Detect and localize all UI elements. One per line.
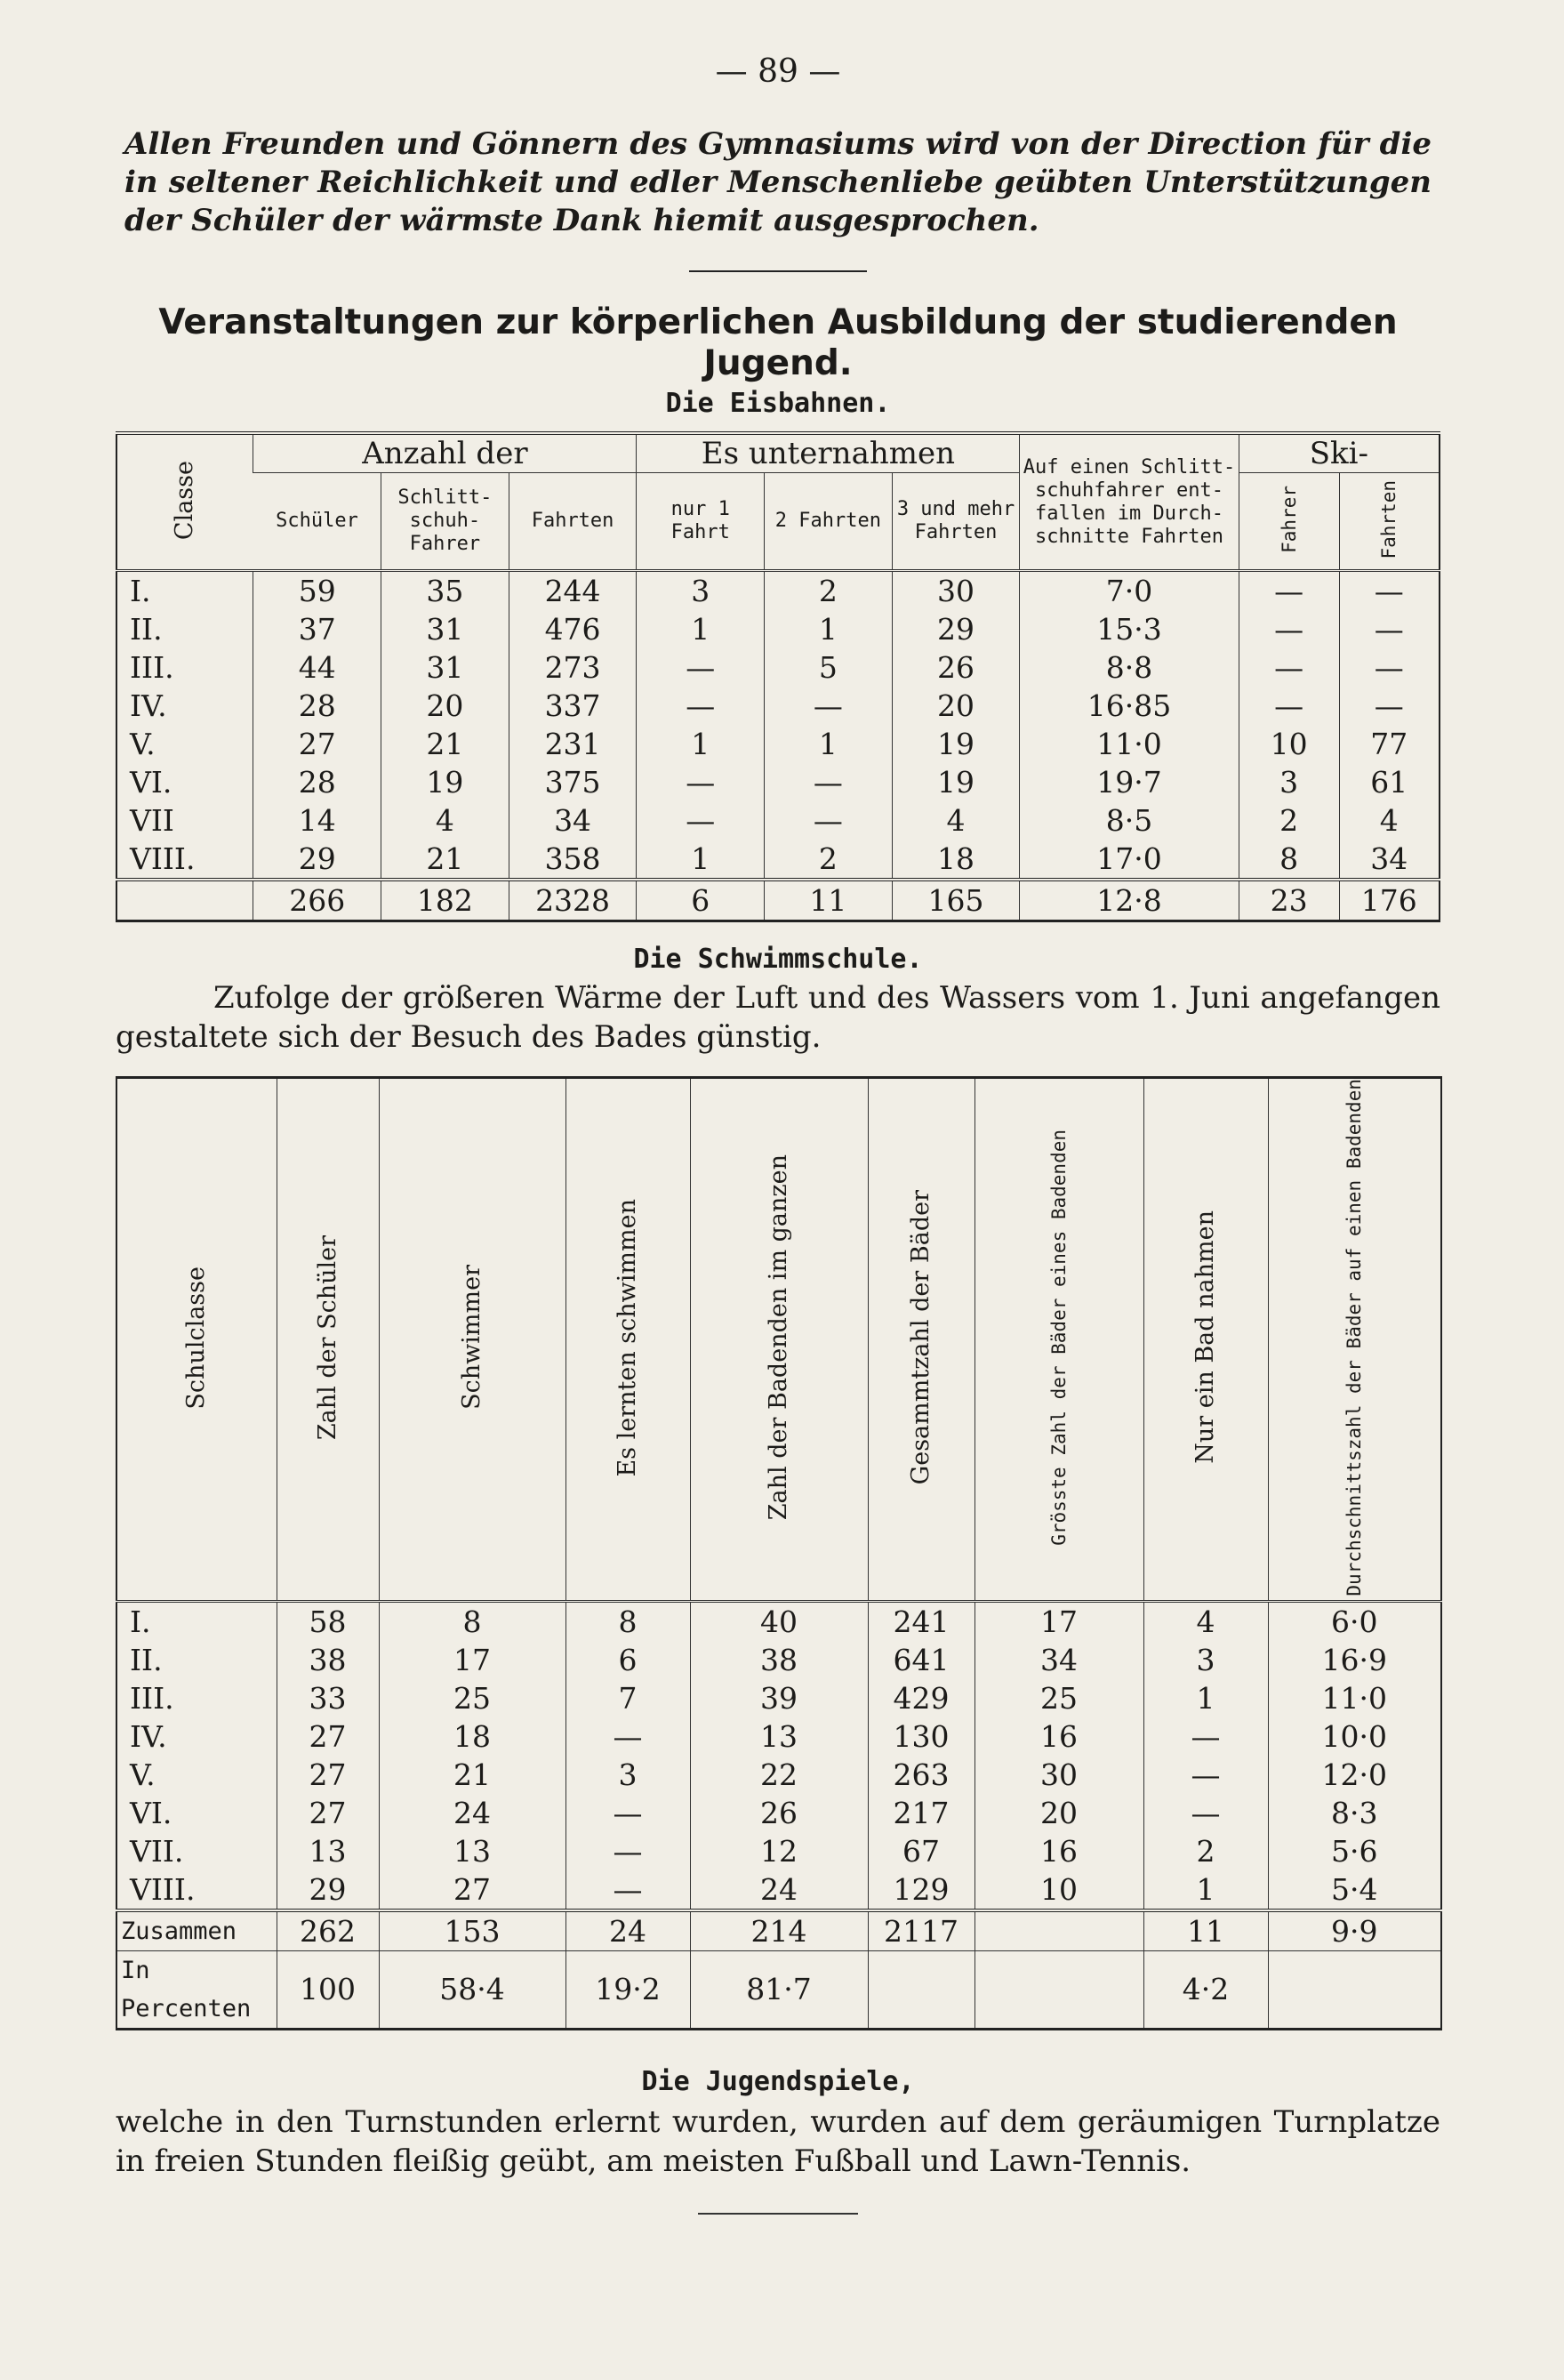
table-cell: VII.	[130, 1833, 184, 1869]
header-schueler: Schüler	[253, 473, 381, 571]
table-cell: 16	[974, 1717, 1143, 1756]
total-cell	[116, 880, 253, 921]
table-row	[116, 801, 1440, 840]
table-cell: 476	[509, 610, 637, 648]
table-cell: 5·6	[1268, 1832, 1441, 1870]
table-cell: —	[1239, 648, 1339, 687]
total-cell: 165	[892, 880, 1020, 921]
swim-heading: Die Schwimmschule.	[633, 944, 923, 975]
table-cell: —	[565, 1832, 690, 1870]
table-cell: 15·3	[1020, 610, 1239, 648]
table-row	[116, 1641, 1441, 1679]
table-cell	[1268, 1950, 1441, 2029]
table-cell: 29	[253, 840, 381, 880]
table-cell: 8·3	[1268, 1794, 1441, 1832]
table-cell: —	[637, 648, 765, 687]
table-cell: 10·0	[1268, 1717, 1441, 1756]
games-heading: Die Jugendspiele,	[641, 2065, 915, 2097]
table-cell: 58	[277, 1601, 379, 1641]
table-cell: 11·0	[1020, 725, 1239, 763]
table-cell: 25	[974, 1679, 1143, 1717]
header-ski-fahrer: Fahrer	[1239, 473, 1339, 571]
table-cell: 59	[253, 571, 381, 611]
table-cell: 18	[892, 840, 1020, 880]
table-cell: 9·9	[1268, 1910, 1441, 1951]
row-label: Zusammen	[116, 1910, 277, 1951]
table-cell: 27	[253, 725, 381, 763]
table-cell: —	[765, 801, 893, 840]
table-cell: 241	[868, 1601, 974, 1641]
table-cell: 26	[892, 648, 1020, 687]
header-badenden: Zahl der Badenden im ganzen	[690, 1078, 868, 1602]
table-cell: 24	[690, 1870, 868, 1910]
table-row	[116, 648, 1440, 687]
table-cell: 6	[565, 1641, 690, 1679]
table-row	[116, 725, 1440, 763]
table-cell: 16	[974, 1832, 1143, 1870]
header-es-lernten: Es lernten schwimmen	[565, 1078, 690, 1602]
table-cell: 40	[690, 1601, 868, 1641]
total-row	[116, 1910, 1441, 1951]
table-cell: 13	[379, 1832, 565, 1870]
table-cell: —	[1339, 687, 1440, 725]
table-cell: 37	[253, 610, 381, 648]
table-cell: 262	[277, 1910, 379, 1951]
table-cell: —	[565, 1717, 690, 1756]
table-cell: 19·2	[565, 1950, 690, 2029]
table-cell: 27	[277, 1794, 379, 1832]
table-cell: 337	[509, 687, 637, 725]
table-cell: —	[565, 1870, 690, 1910]
table-cell: IV.	[130, 688, 167, 723]
table-cell: 2	[1143, 1832, 1268, 1870]
header-fahrten: Fahrten	[509, 473, 637, 571]
table-cell: II.	[130, 1642, 163, 1677]
total-cell: 266	[253, 880, 381, 921]
table-cell: 5	[765, 648, 893, 687]
table-cell: 12·0	[1268, 1756, 1441, 1794]
table-cell: 8	[565, 1601, 690, 1641]
table-cell: 19·7	[1020, 763, 1239, 801]
table-cell: 16·85	[1020, 687, 1239, 725]
table-cell: 429	[868, 1679, 974, 1717]
header-3-fahrten: 3 und mehr Fahrten	[892, 473, 1020, 571]
table-cell: 19	[892, 763, 1020, 801]
table-cell: —	[1239, 687, 1339, 725]
table-cell: IV.	[130, 1718, 167, 1754]
table-cell: 3	[1143, 1641, 1268, 1679]
table-cell: 3	[637, 571, 765, 611]
header-avg: Auf einen Schlitt-schuhfahrer ent-fallen im Durch-schnitte Fahrten	[1020, 433, 1239, 571]
table-cell: 100	[277, 1950, 379, 2029]
total-row	[116, 880, 1440, 921]
table-cell: 44	[253, 648, 381, 687]
table-cell: 6·0	[1268, 1601, 1441, 1641]
games-text: welche in den Turnstunden erlernt wurden, wurden auf dem geräumigen Turnplatze in freien Stunden fleißig geübt, am meisten Fußball und Lawn-Tennis.	[116, 2103, 1440, 2179]
table-cell: —	[565, 1794, 690, 1832]
table-cell: 35	[381, 571, 509, 611]
table-cell: 1	[765, 725, 893, 763]
table-cell: —	[1339, 610, 1440, 648]
table-cell: 29	[892, 610, 1020, 648]
table-cell	[974, 1910, 1143, 1951]
divider	[689, 270, 867, 272]
ice-heading: Die Eisbahnen.	[665, 388, 891, 419]
header-ski-fahrten: Fahrten	[1339, 473, 1440, 571]
header-anzahl: Anzahl der	[253, 433, 637, 473]
total-cell: 2328	[509, 880, 637, 921]
header-classe: Classe	[116, 433, 253, 571]
table-cell: —	[1339, 571, 1440, 611]
table-cell: 130	[868, 1717, 974, 1756]
table-cell: 33	[277, 1679, 379, 1717]
table-cell: 29	[277, 1870, 379, 1910]
table-cell: 153	[379, 1910, 565, 1951]
table-row	[116, 1870, 1441, 1910]
table-cell: 8·8	[1020, 648, 1239, 687]
swim-intro: Zufolge der größeren Wärme der Luft und des Wassers vom 1. Juni angefangen gestaltete sich der Besuch des Bades günstig.	[116, 980, 1440, 1055]
table-cell: 14	[253, 801, 381, 840]
table-cell: 25	[379, 1679, 565, 1717]
table-cell: 8	[1239, 840, 1339, 880]
row-label: In Percenten	[116, 1950, 277, 2029]
table-row	[116, 1794, 1441, 1832]
table-cell: 19	[892, 725, 1020, 763]
table-row	[116, 1679, 1441, 1717]
table-cell: 58·4	[379, 1950, 565, 2029]
table-cell: —	[637, 687, 765, 725]
table-cell: 26	[690, 1794, 868, 1832]
table-cell: 17	[379, 1641, 565, 1679]
table-cell: 34	[1339, 840, 1440, 880]
table-cell: 129	[868, 1870, 974, 1910]
header-ski: Ski-	[1239, 433, 1440, 473]
table-cell: VIII.	[130, 1871, 196, 1907]
table-cell: 22	[690, 1756, 868, 1794]
table-cell: I.	[130, 1604, 151, 1639]
table-cell: 19	[381, 763, 509, 801]
table-cell: 39	[690, 1679, 868, 1717]
table-cell: 11	[1143, 1910, 1268, 1951]
header-nur-ein-bad: Nur ein Bad nahmen	[1143, 1078, 1268, 1602]
page	[116, 53, 1440, 2215]
table-cell: 24	[565, 1910, 690, 1951]
table-cell: 21	[381, 840, 509, 880]
table-cell: VIII.	[130, 841, 196, 876]
table-cell: 3	[1239, 763, 1339, 801]
table-cell: 13	[277, 1832, 379, 1870]
table-cell: —	[1143, 1756, 1268, 1794]
table-cell: —	[1339, 648, 1440, 687]
table-cell: 8·5	[1020, 801, 1239, 840]
preface-text: Allen Freunden und Gönnern des Gymnasiums wird von der Direction für die in seltener Reichlichkeit und edler Menschenliebe geübten Unterstützungen der Schüler der wärmste Dank hiemit ausgesprochen.	[124, 126, 1432, 238]
table-cell: 10	[974, 1870, 1143, 1910]
swim-table	[116, 1076, 1442, 2030]
total-cell: 11	[765, 880, 893, 921]
table-cell: 7·0	[1020, 571, 1239, 611]
table-row	[116, 840, 1440, 880]
table-cell: 28	[253, 687, 381, 725]
table-cell: 13	[690, 1717, 868, 1756]
table-cell	[868, 1950, 974, 2029]
table-cell: 1	[765, 610, 893, 648]
table-cell: —	[1239, 571, 1339, 611]
table-cell: 641	[868, 1641, 974, 1679]
table-cell: 217	[868, 1794, 974, 1832]
table-cell: 358	[509, 840, 637, 880]
header-2-fahrten: 2 Fahrten	[765, 473, 893, 571]
total-cell: 12·8	[1020, 880, 1239, 921]
table-cell: VI.	[130, 765, 172, 800]
table-cell: 2	[765, 840, 893, 880]
table-cell: V.	[130, 727, 156, 761]
table-cell: 1	[637, 610, 765, 648]
table-cell: 27	[277, 1756, 379, 1794]
table-cell: 263	[868, 1756, 974, 1794]
table-cell: 4	[381, 801, 509, 840]
ice-table	[116, 431, 1440, 922]
header-gesammtzahl: Gesammtzahl der Bäder	[868, 1078, 974, 1602]
total-cell: 182	[381, 880, 509, 921]
table-cell: 81·7	[690, 1950, 868, 2029]
table-cell: 27	[277, 1717, 379, 1756]
table-cell: 5·4	[1268, 1870, 1441, 1910]
table-cell: 3	[565, 1756, 690, 1794]
header-groesste-zahl: Grösste Zahl der Bäder eines Badenden	[974, 1078, 1143, 1602]
table-cell: 24	[379, 1794, 565, 1832]
table-cell: 17·0	[1020, 840, 1239, 880]
table-cell: 4·2	[1143, 1950, 1268, 2029]
table-cell: 244	[509, 571, 637, 611]
table-cell: 31	[381, 610, 509, 648]
table-cell: 18	[379, 1717, 565, 1756]
header-es-unternahmen: Es unternahmen	[637, 433, 1020, 473]
table-cell: —	[765, 763, 893, 801]
table-cell: —	[765, 687, 893, 725]
table-row	[116, 763, 1440, 801]
table-cell: 77	[1339, 725, 1440, 763]
total-cell: 23	[1239, 880, 1339, 921]
header-nur-1-fahrt: nur 1 Fahrt	[637, 473, 765, 571]
table-cell: 12	[690, 1832, 868, 1870]
table-cell: 4	[892, 801, 1020, 840]
table-row	[116, 1832, 1441, 1870]
table-cell: 1	[1143, 1679, 1268, 1717]
table-cell: II.	[130, 612, 163, 647]
table-cell: 4	[1143, 1601, 1268, 1641]
table-row	[116, 610, 1440, 648]
table-cell: V.	[130, 1757, 156, 1792]
table-cell: 17	[974, 1601, 1143, 1641]
table-cell: 20	[381, 687, 509, 725]
table-cell: 231	[509, 725, 637, 763]
header-zahl-schueler: Zahl der Schüler	[277, 1078, 379, 1602]
table-cell: 30	[892, 571, 1020, 611]
table-cell: 21	[379, 1756, 565, 1794]
table-cell: 20	[974, 1794, 1143, 1832]
main-heading: Veranstaltungen zur körperlichen Ausbildung der studierenden Jugend.	[158, 302, 1398, 383]
table-cell: 38	[690, 1641, 868, 1679]
table-cell: 2	[765, 571, 893, 611]
table-cell: 30	[974, 1756, 1143, 1794]
table-cell: 61	[1339, 763, 1440, 801]
table-cell	[974, 1950, 1143, 2029]
table-cell: 34	[974, 1641, 1143, 1679]
table-cell: 11·0	[1268, 1679, 1441, 1717]
table-row	[116, 1601, 1441, 1641]
table-cell: 21	[381, 725, 509, 763]
table-cell: 7	[565, 1679, 690, 1717]
table-cell: 1	[637, 725, 765, 763]
table-cell: VII	[130, 803, 174, 838]
header-durchschnitt: Durchschnittszahl der Bäder auf einen Badenden	[1268, 1078, 1441, 1602]
table-cell: 38	[277, 1641, 379, 1679]
header-schlittschuhfahrer: Schlitt-schuh-Fahrer	[381, 473, 509, 571]
table-cell: 67	[868, 1832, 974, 1870]
header-schulclasse: Schulclasse	[116, 1078, 277, 1602]
table-cell: 34	[509, 801, 637, 840]
table-cell: III.	[130, 1680, 174, 1716]
table-cell: 1	[637, 840, 765, 880]
table-cell: III.	[130, 650, 174, 685]
end-divider	[698, 2213, 858, 2215]
table-cell: —	[1239, 610, 1339, 648]
table-row	[116, 687, 1440, 725]
table-cell: 375	[509, 763, 637, 801]
table-cell: 31	[381, 648, 509, 687]
percent-row	[116, 1950, 1441, 2029]
table-cell: 20	[892, 687, 1020, 725]
total-cell: 6	[637, 880, 765, 921]
table-row	[116, 1756, 1441, 1794]
page-number: — 89 —	[715, 53, 841, 90]
table-cell: 273	[509, 648, 637, 687]
table-row	[116, 571, 1440, 611]
table-cell: 8	[379, 1601, 565, 1641]
table-cell: 28	[253, 763, 381, 801]
table-cell: 10	[1239, 725, 1339, 763]
table-cell: I.	[130, 574, 151, 608]
table-cell: 2	[1239, 801, 1339, 840]
table-cell: —	[1143, 1717, 1268, 1756]
table-cell: —	[637, 801, 765, 840]
table-cell: 2117	[868, 1910, 974, 1951]
table-cell: 16·9	[1268, 1641, 1441, 1679]
table-cell: —	[637, 763, 765, 801]
header-schwimmer: Schwimmer	[379, 1078, 565, 1602]
table-cell: VI.	[130, 1795, 172, 1830]
table-cell: 27	[379, 1870, 565, 1910]
table-cell: —	[1143, 1794, 1268, 1832]
table-cell: 1	[1143, 1870, 1268, 1910]
table-row	[116, 1717, 1441, 1756]
table-cell: 214	[690, 1910, 868, 1951]
total-cell: 176	[1339, 880, 1440, 921]
table-cell: 4	[1339, 801, 1440, 840]
